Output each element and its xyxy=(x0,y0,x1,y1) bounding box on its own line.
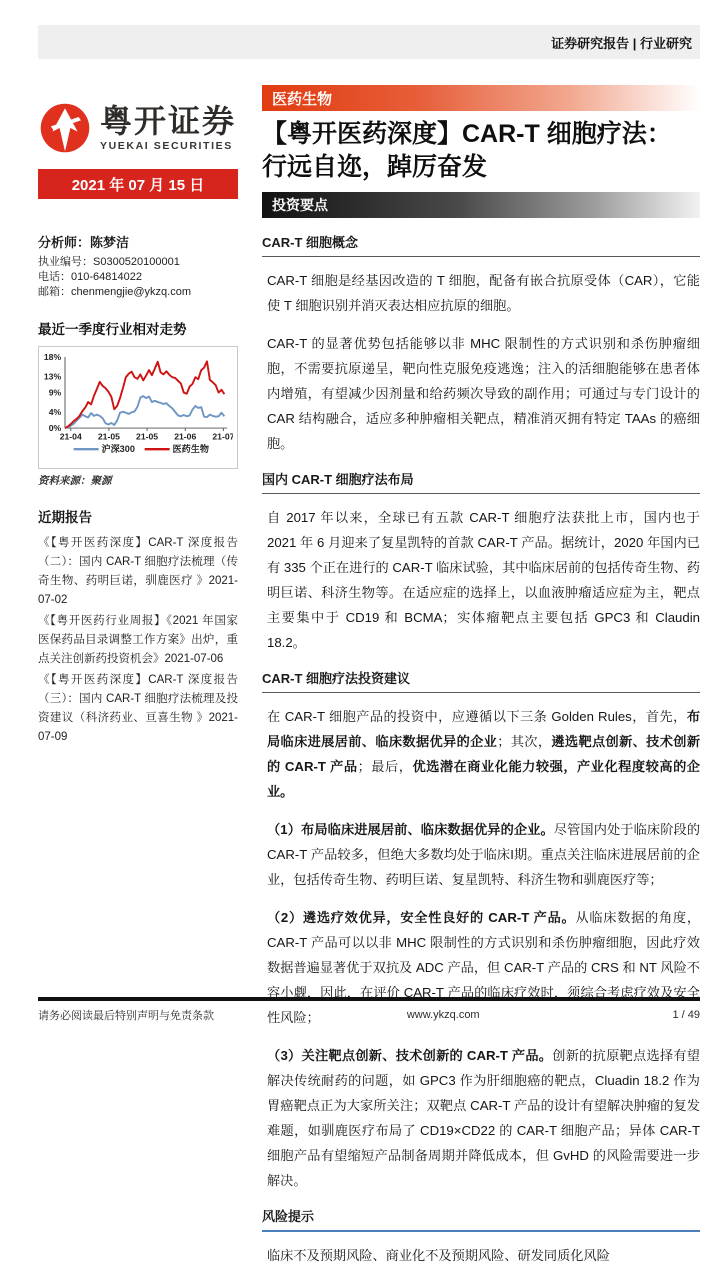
recent-report-item: 《【粤开医药深度】CAR-T 深度报告（二）：国内 CAR-T 细胞疗法梳理（传奇生物、药明巨诺，驯鹿医疗 》2021-07-02 xyxy=(38,537,238,606)
advice-point-rest: 从临床数据的角度，CAR-T 产品可以以非 MHC 限制性的方式识别和杀伤肿瘤细胞，因此疗效数据普遍显著优于双抗及 ADC 产品，但 CAR-T 产品的 CRS 和 NT 风险不容小觑，因此，在评价 CAR-T 产品的临床疗效时，须综合考虑疗效及安全性风险； xyxy=(267,910,701,1025)
recent-reports-title: 近期报告 xyxy=(38,510,92,525)
advice-point-lead: （1）布局临床进展居前、临床数据优异的企业。 xyxy=(267,822,554,837)
advice-point xyxy=(262,817,700,892)
svg-text:4%: 4% xyxy=(48,407,62,418)
brand-name-cn: 粤开证券 xyxy=(100,103,237,139)
brand-logo xyxy=(38,101,238,155)
intro-segment: ；其次， xyxy=(497,734,552,749)
report-date-badge: 2021 年 07 月 15 日 xyxy=(38,169,238,199)
analyst-phone: 电话：010-64814022 xyxy=(38,271,142,283)
main-content xyxy=(262,232,700,1281)
svg-text:21-06: 21-06 xyxy=(174,431,197,442)
paragraph: 临床不及预期风险、商业化不及预期风险、研发同质化风险 xyxy=(267,1248,610,1263)
section-heading: CAR-T 细胞概念 xyxy=(262,232,700,257)
yuekai-logo-icon xyxy=(38,101,92,155)
paragraph: CAR-T 细胞是经基因改造的 T 细胞，配备有嵌合抗原受体（CAR），它能使 T 细胞识别并消灭表达相应抗原的细胞。 xyxy=(267,273,700,313)
industry-category-badge: 医药生物 xyxy=(262,85,700,111)
sidebar xyxy=(38,232,238,1281)
header-right xyxy=(262,85,700,218)
chart-title: 最近一季度行业相对走势 xyxy=(38,322,187,337)
svg-text:21-05: 21-05 xyxy=(136,431,159,442)
section-risk xyxy=(262,1206,700,1268)
header xyxy=(38,85,700,218)
advice-point-rest: 创新的抗原靶点选择有望解决传统耐药的问题，如 GPC3 作为肝细胞癌的靶点，Cluadin 18.2 作为胃癌靶点正为大家所关注；双靶点 CAR-T 产品的设计有望解决肿瘤的复发难题，如驯鹿医疗布局了 CD19×CD22 的 CAR-T 细胞产品；异体 CAR-T 细胞产品有望缩短产品制备周期并降低成本，但 GvHD 的风险需要进一步解决。 xyxy=(267,1048,700,1188)
advice-point xyxy=(262,1043,700,1193)
investment-highlights-bar: 投资要点 xyxy=(262,192,700,218)
recent-report-item: 《【粤开医药深度】CAR-T 深度报告（三）：国内 CAR-T 细胞疗法梳理及投资建议（科济药业、亘喜生物 》2021-07-09 xyxy=(38,674,238,743)
section-heading: 国内 CAR-T 细胞疗法布局 xyxy=(262,469,700,494)
analyst-name: 分析师：陈梦洁 xyxy=(38,235,130,250)
analyst-email: 邮箱：chenmengjie@ykzq.com xyxy=(38,286,191,298)
section-domestic-layout xyxy=(262,469,700,655)
paragraph xyxy=(262,704,700,804)
svg-text:13%: 13% xyxy=(43,371,62,382)
section-cart-concept xyxy=(262,232,700,456)
svg-text:9%: 9% xyxy=(48,387,62,398)
svg-text:21-07: 21-07 xyxy=(212,431,233,442)
chart-source: 资料来源：聚源 xyxy=(38,475,112,487)
header-left xyxy=(38,85,238,218)
svg-text:21-05: 21-05 xyxy=(97,431,120,442)
report-type-label: 证券研究报告 | 行业研究 xyxy=(551,35,692,51)
analyst-license: 执业编号：S0300520100001 xyxy=(38,256,180,268)
report-title xyxy=(262,118,700,184)
svg-text:21-04: 21-04 xyxy=(59,431,82,442)
svg-text:医药生物: 医药生物 xyxy=(172,444,209,455)
footer-page-number: 1 / 49 xyxy=(672,1009,700,1021)
report-title-line1: 【粤开医药深度】CAR-T 细胞疗法： xyxy=(262,120,672,148)
advice-point-lead: （2）遴选疗效优异，安全性良好的 CAR-T 产品。 xyxy=(267,910,576,925)
page-footer xyxy=(38,997,700,1023)
advice-point-lead: （3）关注靶点创新、技术创新的 CAR-T 产品。 xyxy=(267,1048,553,1063)
section-heading: 风险提示 xyxy=(262,1206,700,1232)
paragraph: CAR-T 的显著优势包括能够以非 MHC 限制性的方式识别和杀伤肿瘤细胞，不需要抗原递呈，靶向性克服免疫逃逸；注入的活细胞能够在患者体内增殖，有望减少因剂量和给药频次导致的副作用；可通过与专门设计的 CAR 结构融合，适应多种肿瘤相关靶点，精准消灭拥有特定 TAAs 的癌细胞。 xyxy=(267,336,700,451)
svg-text:沪深300: 沪深300 xyxy=(101,444,135,455)
advice-point-rest: 尽管国内处于临床阶段的 CAR-T 产品较多，但绝大多数均处于临床I期。重点关注临床进展居前的企业，包括传奇生物、药明巨诺、复星凯特、科济生物和驯鹿医疗等； xyxy=(267,822,701,887)
brand-name-en: YUEKAI SECURITIES xyxy=(100,140,233,152)
section-heading: CAR-T 细胞疗法投资建议 xyxy=(262,668,700,693)
svg-text:18%: 18% xyxy=(43,351,62,362)
chart-canvas xyxy=(41,351,233,461)
intro-segment: 在 CAR-T 细胞产品的投资中，应遵循以下三条 Golden Rules，首先， xyxy=(267,709,687,724)
intro-segment-bold: 遴选靶点创新、技术创新的 CAR-T 产品 xyxy=(267,734,701,774)
footer-website: www.ykzq.com xyxy=(406,1009,480,1021)
report-title-line2: 行远自迩，踔厉奋发 xyxy=(262,153,488,181)
report-type-bar xyxy=(38,25,700,59)
recent-report-item: 《【粤开医药行业周报】《2021 年国家医保药品目录调整工作方案》出炉，重点关注创新药投资机会》2021-07-06 xyxy=(38,615,238,665)
svg-text:0%: 0% xyxy=(48,422,62,433)
paragraph: 自 2017 年以来，全球已有五款 CAR-T 细胞疗法获批上市，国内也于 2021 年 6 月迎来了复星凯特的首款 CAR-T 产品。据统计，2020 年国内已有 335 个正在进行的 CAR-T 临床试验，其中临床居前的包括传奇生物、药明巨诺、科济生物等。在适应症的选择上，以血液肿瘤适应症为主，靶点主要集中于 CD19 和 BCMA；实体瘤靶点主要包括 GPC3 和 Claudin 18.2。 xyxy=(267,510,700,650)
intro-segment-bold: 布局临床进展居前、临床数据优异的企业 xyxy=(267,709,700,749)
footer-disclaimer: 请务必阅读最后特别声明与免责条款 xyxy=(38,1010,214,1022)
intro-segment-bold: 优选潜在商业化能力较强，产业化程度较高的企业。 xyxy=(267,759,700,799)
intro-segment: ；最后， xyxy=(357,759,413,774)
relative-performance-chart xyxy=(38,346,238,469)
section-investment-advice xyxy=(262,668,700,1193)
